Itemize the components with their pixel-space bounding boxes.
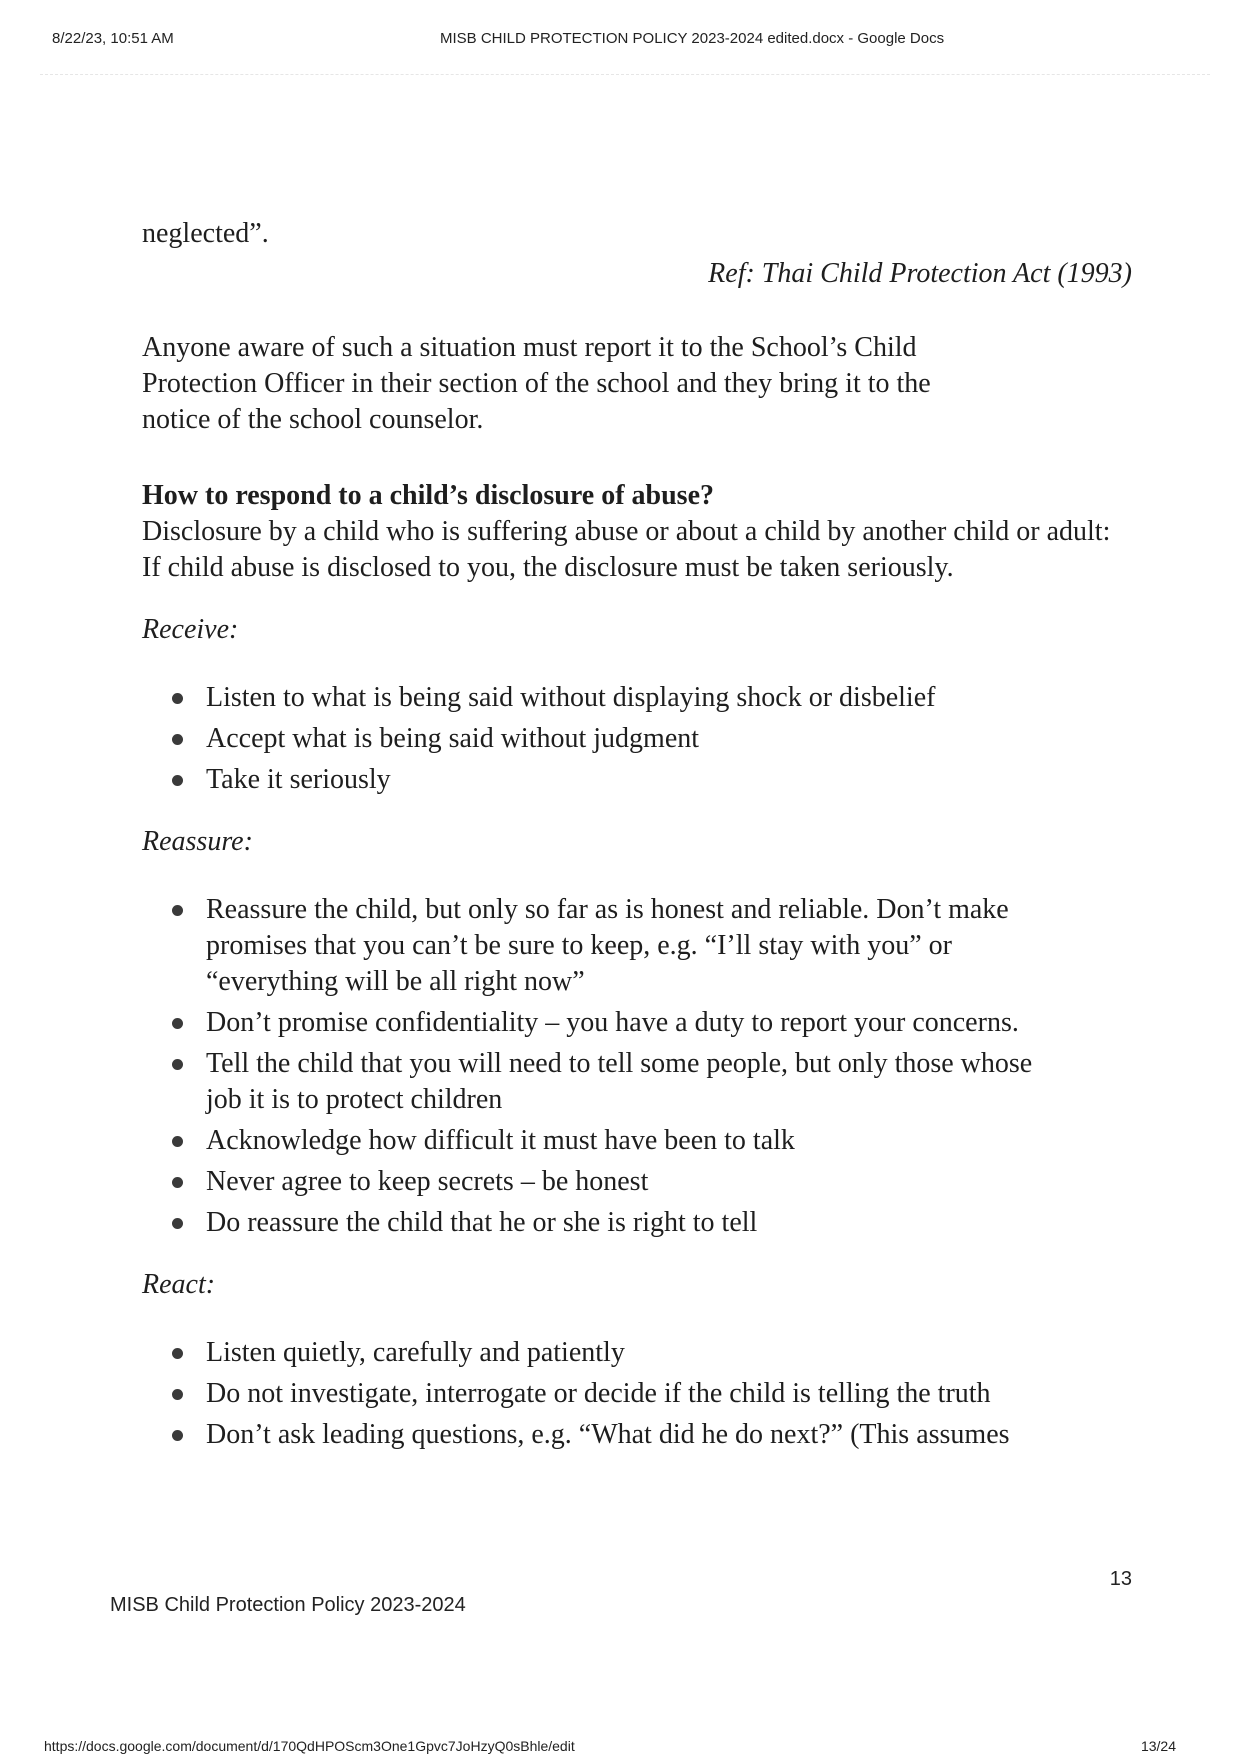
- list-item: Listen quietly, carefully and patiently: [172, 1335, 1132, 1371]
- bullet-icon: [172, 1136, 183, 1147]
- bullet-icon: [172, 1218, 183, 1229]
- header-divider: [40, 74, 1210, 75]
- list-item: Do not investigate, interrogate or decide if the child is telling the truth: [172, 1376, 1132, 1412]
- reassure-list: [142, 892, 1132, 1241]
- list-item: Don’t promise confidentiality – you have a duty to report your concerns.: [172, 1005, 1132, 1041]
- bullet-icon: [172, 693, 183, 704]
- bullet-icon: [172, 1018, 183, 1029]
- list-item: Do reassure the child that he or she is right to tell: [172, 1205, 1132, 1241]
- receive-list: [142, 680, 1132, 798]
- bullet-icon: [172, 1059, 183, 1070]
- list-item: Acknowledge how difficult it must have been to talk: [172, 1123, 1132, 1159]
- bullet-icon: [172, 1177, 183, 1188]
- bullet-icon: [172, 1430, 183, 1441]
- bullet-icon: [172, 734, 183, 745]
- receive-label: Receive:: [142, 614, 239, 645]
- disclosure-line: Disclosure by a child who is suffering abuse or about a child by another child or adult:: [142, 516, 1111, 547]
- bullet-icon: [172, 905, 183, 916]
- bullet-icon: [172, 775, 183, 786]
- list-item: Don’t ask leading questions, e.g. “What did he do next?” (This assumes: [172, 1417, 1132, 1453]
- reference-citation: Ref: Thai Child Protection Act (1993): [708, 258, 1132, 289]
- list-item: Never agree to keep secrets – be honest: [172, 1164, 1132, 1200]
- page-number: 13: [1109, 1568, 1132, 1590]
- section-heading: How to respond to a child’s disclosure of abuse?: [142, 480, 714, 511]
- serious-line: If child abuse is disclosed to you, the disclosure must be taken seriously.: [142, 552, 954, 583]
- print-header: [0, 30, 1238, 52]
- list-item: Tell the child that you will need to tell some people, but only those whose job it is to protect children: [172, 1046, 1066, 1118]
- react-label: React:: [142, 1269, 216, 1300]
- react-list: [142, 1335, 1132, 1453]
- bullet-icon: [172, 1348, 183, 1359]
- list-item: Listen to what is being said without displaying shock or disbelief: [172, 680, 1132, 716]
- footer-policy-title: MISB Child Protection Policy 2023-2024: [110, 1594, 466, 1616]
- list-item: Reassure the child, but only so far as is honest and reliable. Don’t make promises that you can’t be sure to keep, e.g. “I’ll stay with you” or “everything will be all right now”: [172, 892, 1066, 1000]
- print-url: https://docs.google.com/document/d/170QdHPOScm3One1Gpvc7JoHzyQ0sBhle/edit: [44, 1738, 575, 1754]
- bullet-icon: [172, 1389, 183, 1400]
- list-item: Take it seriously: [172, 762, 1132, 798]
- list-item: Accept what is being said without judgment: [172, 721, 1132, 757]
- print-datetime: 8/22/23, 10:51 AM: [52, 30, 174, 47]
- document-body: [142, 216, 1132, 1458]
- print-pager: 13/24: [1140, 1738, 1176, 1754]
- print-doc-title: MISB CHILD PROTECTION POLICY 2023-2024 edited.docx - Google Docs: [440, 30, 945, 47]
- continuation-text: neglected”.: [142, 218, 269, 249]
- report-paragraph: Anyone aware of such a situation must report it to the School’s Child Protection Officer in their section of the school and they bring it to the notice of the school counselor.: [142, 332, 931, 435]
- reassure-label: Reassure:: [142, 826, 253, 857]
